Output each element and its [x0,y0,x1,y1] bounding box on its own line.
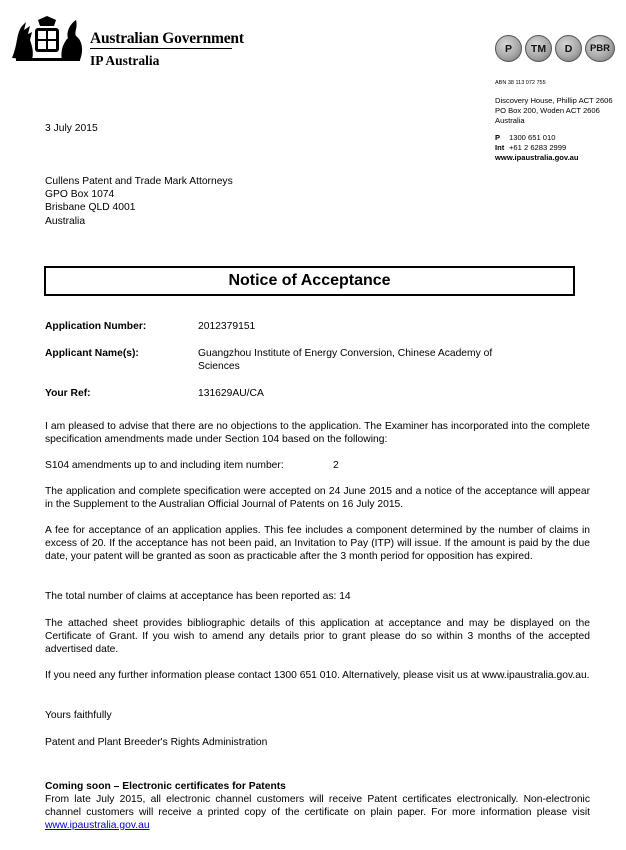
application-number-value: 2012379151 [198,321,256,332]
paragraph-acceptance: The application and complete specification were accepted on 24 June 2015 and a notice of the acceptance will appear in the Supplement to the Australian Official Journal of Patents on 16 July 2015. [45,486,590,510]
electronic-certificates-heading: Coming soon – Electronic certificates for Patents [45,781,286,792]
phone-label: P [495,133,501,142]
address-line: PO Box 200, Woden ACT 2606 [495,106,600,115]
letter-date: 3 July 2015 [45,123,98,134]
international-label: Int [495,143,505,152]
ipaustralia-link[interactable]: www.ipaustralia.gov.au [45,819,150,831]
closing: Yours faithfully [45,710,112,721]
website-link[interactable]: www.ipaustralia.gov.au [495,153,579,162]
trade-mark-badge-icon: TM [525,35,552,62]
electronic-certificates-text [45,794,590,832]
your-ref-label: Your Ref: [45,388,91,399]
paragraph-fee: A fee for acceptance of an application applies. This fee includes a component determined by the number of claims in excess of 20. If the acceptance has not been paid, an Invitation to Pay (ITP) will issue. If the amount is paid by the due date, your patent will be granted as soon as practicable after the 3 month period for opposition has expired. [45,525,590,562]
notice-title: Notice of Acceptance [44,266,575,296]
address-line: Discovery House, Phillip ACT 2606 [495,96,613,105]
paragraph-bibliographic: The attached sheet provides bibliographic details of this application at acceptance and may be displayed on the Certificate of Grant. If you wish to amend any details prior to grant please do so within 3 months of the accepted advertised date. [45,618,590,655]
recipient-address [45,175,233,228]
international-phone: +61 2 6283 2999 [509,143,567,152]
office-address [495,96,613,126]
recipient-line: Australia [45,215,86,227]
agency-name: IP Australia [90,53,160,68]
contact-details [495,133,579,163]
address-line: Australia [495,116,525,125]
paragraph-claims: The total number of claims at acceptance has been reported as: 14 [45,591,351,602]
design-badge-icon: D [555,35,582,62]
paragraph-amendments: I am pleased to advise that there are no objections to the application. The Examiner has incorporated into the complete specification amendments made under Section 104 based on the following: [45,421,590,445]
amendments-item-number: 2 [333,460,339,471]
paragraph-contact: If you need any further information please contact 1300 651 010. Alternatively, please visit us at www.ipaustralia.gov.au. [45,670,590,681]
pbr-badge-icon: PBR [585,35,615,62]
application-number-label: Application Number: [45,321,147,332]
signature-block: Patent and Plant Breeder's Rights Administration [45,737,268,748]
ip-rights-badges [495,35,618,62]
electronic-certificates-body: From late July 2015, all electronic channel customers will receive Patent certificates electronically. Non-electronic channel customers will receive a printed copy of the certificate on plain paper. For more information please visit [45,794,590,818]
coat-of-arms-logo [10,14,86,64]
amendments-label: S104 amendments up to and including item number: [45,460,284,471]
patent-badge-icon: P [495,35,522,62]
abn-number: ABN 38 113 072 755 [495,80,546,86]
recipient-line: GPO Box 1074 [45,189,115,201]
recipient-line: Brisbane QLD 4001 [45,202,136,214]
your-ref-value: 131629AU/CA [198,388,264,399]
letterhead-divider [90,48,232,49]
recipient-line: Cullens Patent and Trade Mark Attorneys [45,176,233,187]
government-name: Australian Government [90,30,244,47]
phone-number: 1300 651 010 [509,133,556,142]
applicant-label: Applicant Name(s): [45,348,139,359]
applicant-value: Guangzhou Institute of Energy Conversion, Chinese Academy of Sciences [198,348,493,372]
